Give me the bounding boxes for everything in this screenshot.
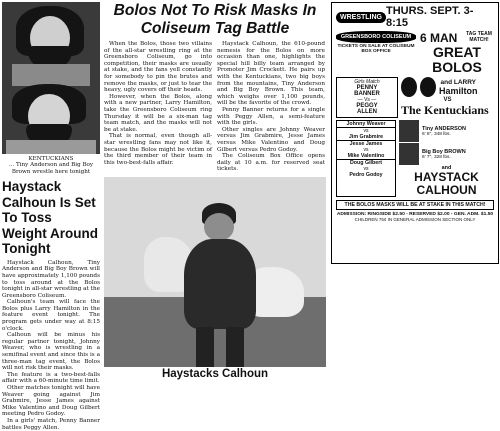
match-entry: vs: [363, 166, 369, 172]
paragraph: The feature is a two-best-falls affair with a 60-minute time limit.: [2, 371, 100, 385]
and-larry: and LARRY: [440, 78, 477, 86]
match-entry: Pedro Godoy: [349, 172, 383, 178]
photo-caption: [2, 156, 100, 175]
left-column: [2, 2, 100, 431]
ad-masks-line: THE BOLOS MASKS WILL BE AT STAKE IN THIS MATCH!: [336, 200, 494, 210]
ad-six-man: 6 MAN: [420, 31, 458, 45]
paragraph: In a girls' match, Penny Banner battles Peggy Allen.: [2, 417, 100, 431]
bigboy-name: Big Boy BROWN: [422, 148, 466, 155]
ad-great-bolos: GREAT BOLOS: [432, 44, 482, 75]
paragraph: Penny Banner returns for a single with Peggy Allen, a semi-feature with the girls.: [217, 106, 325, 127]
kentuckians-photo: [2, 2, 100, 154]
calhoun-photo: [104, 177, 326, 367]
article-col-a: [104, 41, 212, 173]
ad-date: THURS. SEPT. 3-8:15: [386, 5, 474, 29]
center-article: [104, 41, 326, 173]
paragraph: Haystack Calhoun, the 610-pound nemesis for the Bolos on more occasion than one, highlights the special hill billy team arranged by Promoter Jim Crockett. He pairs up with the Kentuckians, two big boys from the mountains, Tiny Anderson and Big Boy Brown. This team, which weighs over 1,100 pounds, will be the favorite of the crowd.: [217, 41, 325, 107]
match-entry: Jesse James: [349, 141, 383, 147]
ad-kentuckians: The Kentuckians: [401, 103, 489, 117]
paragraph: Other singles are Johnny Weaver versus Jim Grabmire, Jesse James versus Mike Valentino and Doug Gilbert versus Pedro Godoy.: [217, 126, 325, 153]
banner: BANNER: [354, 91, 380, 97]
left-article: [2, 260, 100, 431]
tiny-stats: 6' 8", 348 lbs.: [422, 131, 451, 137]
ad-brand-logo: WRESTLING: [336, 12, 386, 23]
ad-tickets: TICKETS ON SALE AT COLISEUM BOX OFFICE: [337, 44, 415, 54]
ad-calhoun: CALHOUN: [416, 183, 477, 197]
paragraph: When the Bolos, those two villains of the all-star wrestling ring at the Greensboro Coliseum, go into competition, their masks are usually at stake, and the fans yell constantly for somebody to pin the brutes and remove the masks, or just to tear the heavy, ugly covers off their heads.: [104, 41, 212, 94]
wrestling-ad: [331, 2, 499, 264]
ad-and: and: [441, 165, 452, 171]
ad-haystack: HAYSTACK: [414, 170, 479, 184]
paragraph: Calhoun will be minus his regular partner tonight, Johnny Weaver, who is wrestling in a semifinal event and since this is a three-man tag event, the Bolos will not risk their masks.: [2, 332, 100, 372]
girls-match-box: [336, 77, 398, 118]
hamilton: Hamilton: [439, 85, 478, 96]
match-entry: Doug Gilbert: [349, 160, 383, 166]
vs-small: — Vs —: [357, 97, 377, 103]
ad-venue: GREENSBORO COLISEUM: [336, 31, 416, 43]
ad-admission: ADMISSION: RINGSIDE $2.50 - RESERVED $2.00 - GEN. ADM. $1.50: [336, 212, 494, 217]
ad-vs: VS: [443, 97, 452, 103]
penny: PENNY: [356, 85, 378, 91]
tiny-name: Tiny ANDERSON: [422, 125, 467, 132]
caption-text: ... Tiny Anderson and Big Boy Brown wrestle here tonight: [8, 162, 94, 175]
match-entry: Jim Grabmire: [337, 134, 395, 141]
calhoun-caption: Haystacks Calhoun: [161, 367, 269, 380]
caption-name: KENTUCKIANS: [28, 156, 74, 162]
paragraph: Haystack Calhoun, Tiny Anderson and Big Boy Brown will have approximately 1,100 pounds to toss around at the Bolos tonight in all-star wrestling at the Greensboro Coliseum.: [2, 259, 100, 299]
bolo-mask-image: [401, 77, 417, 97]
bolo-mask-image: [420, 77, 436, 97]
paragraph: That is normal, even though all-star wrestling fans may not like it, because the Bolos might be victim of the third member of their team in this two-best-falls affair.: [104, 133, 212, 166]
match-entry: Mike Valentino: [337, 153, 395, 160]
peggy: PEGGY: [356, 103, 378, 109]
match-entry: vs: [363, 128, 369, 134]
paragraph: However, when the Bolos, along with a new partner, Larry Hamilton, take the Greensboro Coliseum ring Thursday it will be a six-man tag team match, and the masks will not be at stake.: [104, 93, 212, 133]
paragraph: Other matches tonight will have Weaver going against Jim Grabmire, Jesse James against Mike Valentino and Doug Gilbert meeting Pedro Godoy.: [2, 385, 100, 418]
match-entry: Johnny Weaver: [337, 121, 395, 128]
girls-match-label: Girls Match: [354, 79, 380, 85]
bigboy-stats: 6' 7", 328 lbs.: [422, 154, 451, 160]
allen: ALLEN: [357, 109, 377, 115]
left-headline: Haystack Calhoun Is Set To Toss Weight Around Tonight: [2, 179, 98, 257]
center-headline: Bolos Not To Risk Masks In Coliseum Tag Battle: [113, 2, 317, 37]
center-column: [104, 2, 326, 380]
kentuckian-photo: [399, 120, 419, 142]
undercard-box: [336, 120, 396, 197]
match-entry: vs: [363, 147, 369, 153]
paragraph: Calhoun's team will face the Bolos plus Larry Hamilton in the feature event tonight. The program gets under way at 8:15 o'clock.: [2, 299, 100, 332]
kentuckian-photo: [399, 143, 419, 165]
ad-tag-team: TAG TEAM MATCH!: [466, 31, 492, 43]
article-col-b: [217, 41, 325, 173]
paragraph: The Coliseum Box Office opens daily at 10 a.m. for reserved seat tickets.: [217, 153, 325, 173]
ad-children: CHILDREN 75¢ IN GENERAL ADMISSION SECTION ONLY: [354, 217, 476, 222]
